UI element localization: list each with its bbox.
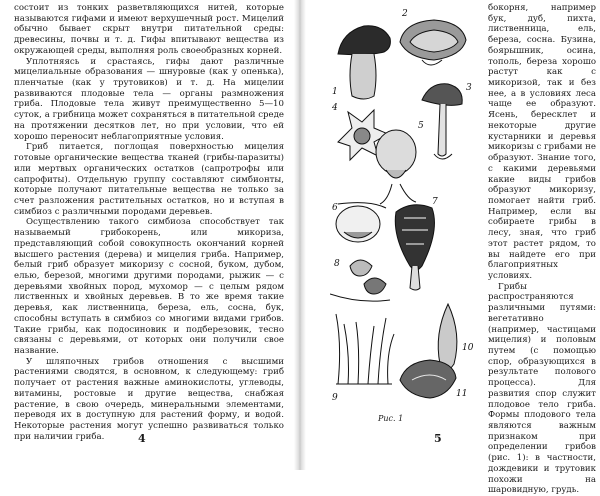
mushroom-7-illustration bbox=[395, 205, 434, 290]
right-page-text bbox=[488, 3, 596, 496]
figure-number: 3 bbox=[466, 83, 472, 93]
mushroom-figure bbox=[330, 4, 482, 414]
paragraph: У шляпочных грибов отношения с высшими растениями сводятся, в основном, к следующему: гриб получает от растения важные аминокислоты, углеводы, витамины, ростовые и другие вещества, снабжая растение, в свою очередь, минеральными элементами, переводя их в доступную для растений форму, и водой. Некоторые растения могут успешно развиваться только при наличии гриба. bbox=[14, 356, 284, 442]
figure-number: 11 bbox=[456, 389, 468, 399]
mushroom-1-illustration bbox=[338, 26, 390, 99]
page-number-right: 5 bbox=[434, 432, 442, 445]
left-page-text bbox=[14, 3, 284, 442]
mushroom-5-illustration bbox=[376, 130, 416, 204]
page-number-left: 4 bbox=[138, 432, 146, 445]
left-page bbox=[0, 0, 294, 470]
mushroom-8-illustration bbox=[350, 260, 386, 294]
mushroom-9-illustration bbox=[336, 314, 394, 384]
mushroom-11-illustration bbox=[400, 360, 456, 398]
figure-number: 10 bbox=[462, 343, 474, 353]
figure-number: 4 bbox=[332, 103, 338, 113]
figure-number: 8 bbox=[334, 259, 340, 269]
figure-number: 9 bbox=[332, 393, 338, 403]
figure-number: 5 bbox=[418, 121, 424, 131]
paragraph: состоит из тонких разветвляющихся нитей, которые называются гифами и имеют верхушечный рост. Мицелий обычно бывает скрыт внутри питательной среды: древесины, почвы и т. д. Гифы впитывают вещества из окружающей среды, выполняя роль своеобразных корней. bbox=[14, 3, 284, 56]
figure-number: 7 bbox=[432, 197, 438, 207]
paragraph: Гриб питается, поглощая поверхностью мицелия готовые органические вещества тканей (грибы-паразиты) или мертвых органических остатков (сапротрофы или сапрофиты). Отдельную группу составляют симбионты, которые получают питательные вещества не только за счет разложения растительных остатков, но и вступая в симбиоз с различными породами деревьев. bbox=[14, 142, 284, 217]
paragraph: бокорня, например бук, дуб, пихта, лиственница, ель, береза, сосна. Бузина, боярышник, осина, тополь, береза хорошо растут как с микоризой, так и без нее, а в условиях леса чаще ее образуют. Ясень, бересклет и некоторые другие кустарники и деревья микоризы с грибами не образуют. Знание того, с какими деревьями какие виды грибов образуют микоризу, помогает найти гриб. Например, если вы собираете грибы в лесу, зная, что гриб этот растет рядом, то вы найдете его при благоприятных условиях. bbox=[488, 3, 596, 281]
mushroom-3-illustration bbox=[422, 84, 462, 159]
mushroom-6-illustration bbox=[336, 206, 380, 242]
paragraph: Уплотняясь и срастаясь, гифы дают различные мицелиальные образования — шнуровые (как у опенька), пленчатые (как у трутовиков) и т. д. На мицелии развиваются плодовые тела — органы размножения гриба. Плодовые тела живут преимущественно 5—10 суток, а грибница может сохраняться в питательной среде на протяжении десятков лет, но при условии, что ей хорошо переносит неблагоприятные условия. bbox=[14, 56, 284, 142]
book-gutter bbox=[294, 0, 306, 470]
mushroom-2-illustration bbox=[400, 20, 466, 65]
figure-caption: Рис. 1 bbox=[378, 414, 404, 423]
paragraph: Осуществлению такого симбиоза способствует так называемый грибокорень, или микориза, представляющий собой совокупность окончаний корней высшего растения (дерева) и мицелия гриба. Например, белый гриб образует микоризу с сосной, буком, дубом, елью, березой, многими другими породами, рыжик — с деревьями хвойных пород, мухомор — с целым рядом лиственных и хвойных деревьев. В то же время такие деревья, как лиственница, береза, ель, сосна, бук, способны вступать в симбиоз со многими видами грибов. Такие грибы, как подосиновик и подберезовик, тесно связаны с деревьями, от которых они получили свое название. bbox=[14, 217, 284, 356]
figure-number: 2 bbox=[402, 9, 408, 19]
paragraph: Грибы распространяются различными путями: вегетативно (например, частицами мицелия) и половым путем (с помощью спор, образующихся в результате полового процесса). Для развития спор служит плодовое тело гриба. Формы плодового тела являются важным признаком при определении грибов (рис. 1): в частности, дождевики и трутовик похожи на шаровидную, грудь. bbox=[488, 281, 596, 496]
figure-number: 1 bbox=[332, 87, 338, 97]
figure-number: 6 bbox=[332, 203, 338, 213]
right-page bbox=[306, 0, 600, 496]
